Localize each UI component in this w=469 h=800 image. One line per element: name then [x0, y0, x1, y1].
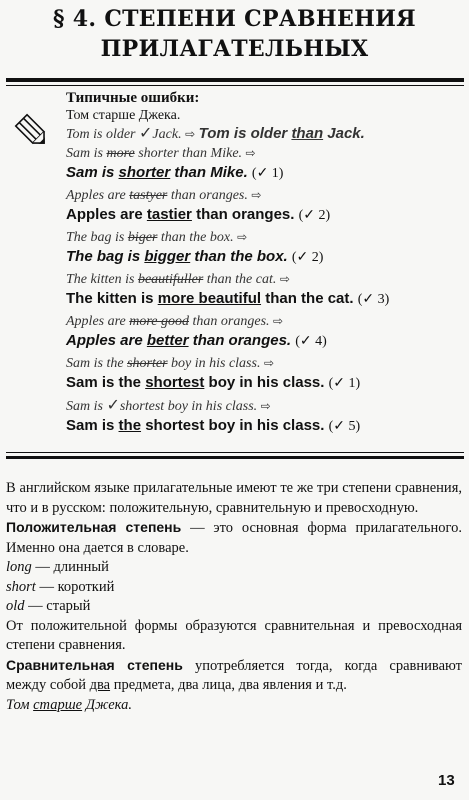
- mistake-pair: [66, 228, 461, 267]
- rule-reference: (✓ 1): [251, 166, 284, 181]
- bottom-thin-rule: [6, 452, 464, 453]
- rule-reference: (✓ 5): [328, 419, 361, 434]
- rule-reference: (✓ 2): [291, 250, 324, 265]
- top-thick-rule: [6, 78, 464, 82]
- incorrect-sentence: Apples are tastyer than oranges. ⇨: [66, 188, 262, 203]
- example-short: short — короткий: [6, 578, 115, 595]
- typical-mistakes-box: [66, 90, 461, 439]
- mistake-pair: [66, 396, 461, 436]
- arrow-right-icon: ⇨: [237, 230, 248, 244]
- example-tom-older: Том старше Джека.: [6, 696, 132, 713]
- corrected-sentence: Apples are tastier than oranges. (✓ 2): [66, 206, 331, 223]
- incorrect-sentence: The bag is biger than the box. ⇨: [66, 230, 248, 245]
- page-title: [0, 4, 469, 64]
- mistake-pair: [66, 354, 461, 393]
- explanation-text: [6, 479, 462, 715]
- mistakes-heading: Типичные ошибки:: [66, 90, 200, 106]
- rule-reference: (✓ 2): [298, 208, 331, 223]
- example-long: long — длинный: [6, 559, 109, 575]
- arrow-right-icon: ⇨: [251, 188, 262, 202]
- arrow-right-icon: ⇨: [185, 127, 196, 141]
- incorrect-sentence: Sam is more shorter than Mike. ⇨: [66, 146, 256, 161]
- example-old: old — старый: [6, 598, 91, 614]
- paragraph-comparative-degree: Сравнительная степень употребляется тогда, когда сравнивают между собой два предмета, два лица, два явления и т.д.: [6, 656, 462, 693]
- arrow-right-icon: ⇨: [245, 146, 256, 160]
- check-mark-icon: ✓: [139, 123, 153, 142]
- paragraph-forms: От положительной формы образуются сравнительная и превосходная степени сравнения.: [6, 617, 462, 653]
- corrected-sentence: Sam is the shortest boy in his class. (✓ 1): [66, 374, 361, 391]
- rule-reference: (✓ 3): [357, 292, 390, 307]
- arrow-right-icon: ⇨: [260, 399, 271, 413]
- rule-reference: (✓ 4): [295, 334, 327, 349]
- incorrect-sentence: Sam is ✓shortest boy in his class. ⇨: [66, 395, 271, 414]
- incorrect-sentence: The kitten is beautifuller than the cat. ⇨: [66, 272, 290, 287]
- mistake-pair: [66, 312, 461, 351]
- arrow-right-icon: ⇨: [273, 314, 284, 328]
- check-mark-icon: ✓: [106, 395, 120, 414]
- arrow-right-icon: ⇨: [263, 356, 275, 370]
- paragraph-positive-degree: Положительная степень — это основная форма прилагательного. Именно она дается в словаре.: [6, 519, 462, 556]
- incorrect-sentence: Apples are more good than oranges. ⇨: [66, 314, 284, 329]
- page-number: 13: [438, 772, 455, 789]
- corrected-sentence: Sam is shorter than Mike. (✓ 1): [66, 164, 284, 181]
- paragraph-intro: В английском языке прилагательные имеют те же три степени сравнения, что и в русском: положительную, сравнительную и превосходную.: [6, 480, 462, 516]
- bottom-thick-rule: [6, 456, 464, 459]
- corrected-sentence: Sam is the shortest boy in his class. (✓ 5): [66, 417, 361, 434]
- rule-reference: (✓ 1): [328, 376, 361, 391]
- mistake-pair: [66, 270, 461, 309]
- incorrect-sentence: Tom is older ✓Jack. ⇨ Tom is older than Jack.: [66, 123, 365, 142]
- corrected-sentence: The bag is bigger than the box. (✓ 2): [66, 248, 324, 265]
- incorrect-sentence: Sam is the shorter boy in his class. ⇨: [66, 356, 275, 371]
- pencil-icon: [13, 112, 51, 150]
- mistakes-russian-example: Том старше Джека.: [66, 108, 181, 123]
- mistake-pair: [66, 186, 461, 225]
- page-title-line2: ПРИЛАГАТЕЛЬНЫХ: [100, 36, 369, 62]
- corrected-sentence: Tom is older than Jack.: [198, 125, 365, 142]
- corrected-sentence: The kitten is more beautiful than the cat. (✓ 3): [66, 290, 390, 307]
- corrected-sentence: Apples are better than oranges. (✓ 4): [66, 332, 327, 349]
- top-thin-rule: [6, 85, 464, 86]
- arrow-right-icon: ⇨: [279, 272, 290, 286]
- mistake-pair: [66, 144, 461, 183]
- mistake-pair: [66, 124, 461, 144]
- page-title-line1: § 4. СТЕПЕНИ СРАВНЕНИЯ: [53, 6, 416, 32]
